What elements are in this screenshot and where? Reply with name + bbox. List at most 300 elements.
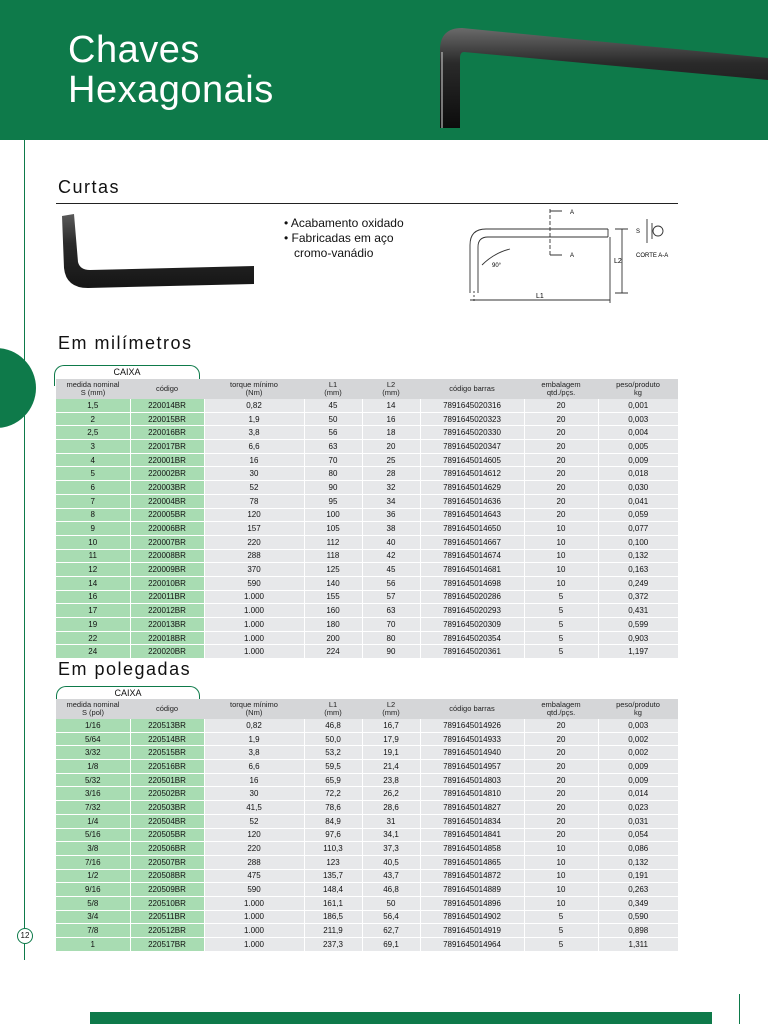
caixa-label-pol: CAIXA xyxy=(56,686,200,707)
table-cell: 5 xyxy=(524,590,598,604)
table-cell: 7891645014827 xyxy=(420,801,524,815)
table-cell: 52 xyxy=(204,481,304,495)
table-cell: 5/8 xyxy=(56,896,130,910)
table-row xyxy=(56,773,678,787)
hex-key-header-image xyxy=(420,10,768,135)
table-cell: 220514BR xyxy=(130,732,204,746)
table-cell: 14 xyxy=(56,576,130,590)
table-cell: 0,163 xyxy=(598,563,678,577)
table-cell: 220016BR xyxy=(130,426,204,440)
table-cell: 211,9 xyxy=(304,924,362,938)
table-cell: 28 xyxy=(362,467,420,481)
section-heading-mm: Em milímetros xyxy=(58,333,193,353)
table-cell: 220003BR xyxy=(130,481,204,495)
table-cell: 20 xyxy=(524,412,598,426)
table-cell: 1,311 xyxy=(598,938,678,951)
column-header: código xyxy=(130,699,204,719)
column-header: medida nominal S (mm) xyxy=(56,379,130,399)
table-cell: 10 xyxy=(524,522,598,536)
table-header-row xyxy=(56,379,678,399)
table-cell: 63 xyxy=(304,440,362,454)
table-row xyxy=(56,801,678,815)
table-row xyxy=(56,412,678,426)
table-cell: 7891645014889 xyxy=(420,883,524,897)
table-row xyxy=(56,883,678,897)
table-cell: 0,349 xyxy=(598,896,678,910)
table-cell: 370 xyxy=(204,563,304,577)
table-cell: 7891645020293 xyxy=(420,604,524,618)
table-cell: 118 xyxy=(304,549,362,563)
table-cell: 90 xyxy=(304,481,362,495)
table-cell: 220507BR xyxy=(130,855,204,869)
table-cell: 1,9 xyxy=(204,412,304,426)
table-row xyxy=(56,631,678,645)
table-cell: 20 xyxy=(524,719,598,732)
table-cell: 220001BR xyxy=(130,453,204,467)
table-cell: 7891645020323 xyxy=(420,412,524,426)
table-cell: 1.000 xyxy=(204,631,304,645)
table-row xyxy=(56,896,678,910)
table-cell: 220509BR xyxy=(130,883,204,897)
table-cell: 220014BR xyxy=(130,399,204,412)
table-cell: 0,054 xyxy=(598,828,678,842)
table-cell: 9 xyxy=(56,522,130,536)
table-row xyxy=(56,590,678,604)
table-cell: 220002BR xyxy=(130,467,204,481)
table-cell: 0,023 xyxy=(598,801,678,815)
table-cell: 160 xyxy=(304,604,362,618)
table-cell: 1/8 xyxy=(56,760,130,774)
table-cell: 78 xyxy=(204,494,304,508)
table-row xyxy=(56,910,678,924)
table-row xyxy=(56,563,678,577)
column-header: L2 (mm) xyxy=(362,379,420,399)
table-cell: 1,5 xyxy=(56,399,130,412)
table-cell: 123 xyxy=(304,855,362,869)
table-cell: 0,263 xyxy=(598,883,678,897)
table-cell: 20 xyxy=(524,760,598,774)
table-cell: 70 xyxy=(304,453,362,467)
table-cell: 220004BR xyxy=(130,494,204,508)
table-cell: 0,059 xyxy=(598,508,678,522)
table-cell: 78,6 xyxy=(304,801,362,815)
table-cell: 0,030 xyxy=(598,481,678,495)
table-cell: 41,5 xyxy=(204,801,304,815)
table-cell: 30 xyxy=(204,467,304,481)
table-cell: 288 xyxy=(204,549,304,563)
table-cell: 220516BR xyxy=(130,760,204,774)
table-cell: 105 xyxy=(304,522,362,536)
table-cell: 0,003 xyxy=(598,719,678,732)
table-row xyxy=(56,938,678,951)
table-cell: 20 xyxy=(524,453,598,467)
table-cell: 69,1 xyxy=(362,938,420,951)
table-cell: 220013BR xyxy=(130,618,204,632)
table-cell: 1/4 xyxy=(56,814,130,828)
side-tab-decoration xyxy=(0,348,36,428)
table-cell: 20 xyxy=(524,426,598,440)
feature-item: • Fabricadas em aço xyxy=(284,231,394,245)
column-header: L1 (mm) xyxy=(304,379,362,399)
table-cell: 46,8 xyxy=(304,719,362,732)
table-cell: 21,4 xyxy=(362,760,420,774)
table-cell: 56,4 xyxy=(362,910,420,924)
table-cell: 95 xyxy=(304,494,362,508)
table-cell: 0,191 xyxy=(598,869,678,883)
table-cell: 7/8 xyxy=(56,924,130,938)
table-cell: 10 xyxy=(524,869,598,883)
table-cell: 0,009 xyxy=(598,453,678,467)
table-cell: 0,009 xyxy=(598,760,678,774)
table-cell: 7891645014698 xyxy=(420,576,524,590)
table-cell: 7891645014674 xyxy=(420,549,524,563)
table-cell: 7891645014834 xyxy=(420,814,524,828)
table-cell: 7891645014940 xyxy=(420,746,524,760)
table-cell: 31 xyxy=(362,814,420,828)
footer-bar xyxy=(90,1012,712,1024)
table-cell: 80 xyxy=(362,631,420,645)
table-cell: 1 xyxy=(56,938,130,951)
table-cell: 20 xyxy=(524,814,598,828)
table-cell: 220510BR xyxy=(130,896,204,910)
title-line-2: Hexagonais xyxy=(68,69,274,111)
table-cell: 57 xyxy=(362,590,420,604)
table-cell: 5 xyxy=(524,645,598,658)
page-title xyxy=(68,30,274,110)
table-row xyxy=(56,481,678,495)
table-cell: 0,599 xyxy=(598,618,678,632)
table-cell: 28,6 xyxy=(362,801,420,815)
table-cell: 20 xyxy=(524,481,598,495)
table-row xyxy=(56,576,678,590)
feature-item: cromo-vanádio xyxy=(294,246,374,260)
table-cell: 3,8 xyxy=(204,426,304,440)
table-cell: 220515BR xyxy=(130,746,204,760)
table-cell: 288 xyxy=(204,855,304,869)
table-cell: 7891645014810 xyxy=(420,787,524,801)
table-cell: 7891645020361 xyxy=(420,645,524,658)
table-cell: 7891645014919 xyxy=(420,924,524,938)
table-cell: 0,002 xyxy=(598,732,678,746)
table-cell: 0,031 xyxy=(598,814,678,828)
table-cell: 0,018 xyxy=(598,467,678,481)
table-cell: 37,3 xyxy=(362,842,420,856)
table-cell: 90 xyxy=(362,645,420,658)
drawing-label-angle: 90° xyxy=(492,263,502,269)
page-number: 12 xyxy=(17,928,33,944)
table-cell: 220512BR xyxy=(130,924,204,938)
table-cell: 7891645014957 xyxy=(420,760,524,774)
table-cell: 7891645014896 xyxy=(420,896,524,910)
table-cell: 0,041 xyxy=(598,494,678,508)
table-cell: 7891645020354 xyxy=(420,631,524,645)
table-cell: 220006BR xyxy=(130,522,204,536)
table-cell: 7891645020330 xyxy=(420,426,524,440)
table-cell: 14 xyxy=(362,399,420,412)
table-cell: 220506BR xyxy=(130,842,204,856)
table-cell: 0,590 xyxy=(598,910,678,924)
table-row xyxy=(56,814,678,828)
feature-list xyxy=(284,216,404,261)
table-cell: 0,132 xyxy=(598,855,678,869)
table-cell: 1.000 xyxy=(204,645,304,658)
table-cell: 220501BR xyxy=(130,773,204,787)
footer-tick xyxy=(739,994,740,1024)
table-row xyxy=(56,760,678,774)
column-header: código barras xyxy=(420,379,524,399)
table-cell: 7891645014926 xyxy=(420,719,524,732)
table-cell: 1/2 xyxy=(56,869,130,883)
table-cell: 220020BR xyxy=(130,645,204,658)
table-cell: 7891645014865 xyxy=(420,855,524,869)
table-cell: 1.000 xyxy=(204,910,304,924)
table-cell: 120 xyxy=(204,508,304,522)
table-cell: 1.000 xyxy=(204,590,304,604)
table-row xyxy=(56,467,678,481)
table-cell: 10 xyxy=(524,855,598,869)
table-cell: 180 xyxy=(304,618,362,632)
table-cell: 20 xyxy=(524,508,598,522)
table-row xyxy=(56,855,678,869)
table-cell: 72,2 xyxy=(304,787,362,801)
feature-item: • Acabamento oxidado xyxy=(284,216,404,230)
column-header: L1 (mm) xyxy=(304,699,362,719)
table-cell: 10 xyxy=(524,896,598,910)
table-row xyxy=(56,618,678,632)
table-cell: 7891645014643 xyxy=(420,508,524,522)
table-cell: 135,7 xyxy=(304,869,362,883)
column-header: torque mínimo (Nm) xyxy=(204,379,304,399)
caixa-label-mm: CAIXA xyxy=(54,365,200,386)
table-cell: 140 xyxy=(304,576,362,590)
table-cell: 32 xyxy=(362,481,420,495)
table-cell: 20 xyxy=(524,440,598,454)
table-cell: 220503BR xyxy=(130,801,204,815)
table-cell: 5 xyxy=(524,938,598,951)
table-cell: 237,3 xyxy=(304,938,362,951)
table-cell: 1.000 xyxy=(204,896,304,910)
table-cell: 0,014 xyxy=(598,787,678,801)
table-cell: 40,5 xyxy=(362,855,420,869)
table-row xyxy=(56,522,678,536)
table-cell: 7891645020347 xyxy=(420,440,524,454)
table-cell: 7891645014902 xyxy=(420,910,524,924)
table-row xyxy=(56,787,678,801)
column-header: código xyxy=(130,379,204,399)
table-cell: 20 xyxy=(524,732,598,746)
table-cell: 590 xyxy=(204,883,304,897)
table-cell: 7891645014858 xyxy=(420,842,524,856)
table-row xyxy=(56,453,678,467)
table-cell: 5 xyxy=(524,604,598,618)
table-cell: 220009BR xyxy=(130,563,204,577)
table-cell: 7891645014650 xyxy=(420,522,524,536)
table-cell: 10 xyxy=(524,563,598,577)
table-cell: 34 xyxy=(362,494,420,508)
table-cell: 10 xyxy=(56,535,130,549)
table-cell: 0,002 xyxy=(598,746,678,760)
table-cell: 1.000 xyxy=(204,924,304,938)
title-line-1: Chaves xyxy=(68,29,200,71)
column-header: código barras xyxy=(420,699,524,719)
table-cell: 17 xyxy=(56,604,130,618)
table-cell: 20 xyxy=(524,801,598,815)
table-cell: 2,5 xyxy=(56,426,130,440)
table-cell: 25 xyxy=(362,453,420,467)
table-cell: 16 xyxy=(362,412,420,426)
table-cell: 8 xyxy=(56,508,130,522)
table-cell: 220017BR xyxy=(130,440,204,454)
table-cell: 18 xyxy=(362,426,420,440)
drawing-label-corte: CORTE A-A xyxy=(636,253,669,259)
table-cell: 220 xyxy=(204,842,304,856)
table-cell: 110,3 xyxy=(304,842,362,856)
table-cell: 220504BR xyxy=(130,814,204,828)
table-cell: 0,009 xyxy=(598,773,678,787)
table-cell: 7891645014629 xyxy=(420,481,524,495)
table-cell: 0,82 xyxy=(204,719,304,732)
table-cell: 220502BR xyxy=(130,787,204,801)
table-cell: 0,249 xyxy=(598,576,678,590)
table-cell: 7891645014605 xyxy=(420,453,524,467)
table-cell: 7891645020309 xyxy=(420,618,524,632)
table-row xyxy=(56,645,678,658)
table-cell: 1/16 xyxy=(56,719,130,732)
table-cell: 20 xyxy=(524,467,598,481)
table-cell: 6 xyxy=(56,481,130,495)
table-cell: 220011BR xyxy=(130,590,204,604)
table-cell: 7891645014681 xyxy=(420,563,524,577)
table-cell: 6,6 xyxy=(204,760,304,774)
table-cell: 56 xyxy=(362,576,420,590)
drawing-label-s: S xyxy=(636,229,641,235)
table-cell: 10 xyxy=(524,883,598,897)
table-cell: 38 xyxy=(362,522,420,536)
column-header: peso/produto kg xyxy=(598,699,678,719)
section-divider xyxy=(56,203,678,204)
table-cell: 1,197 xyxy=(598,645,678,658)
table-cell: 19 xyxy=(56,618,130,632)
table-cell: 23,8 xyxy=(362,773,420,787)
table-cell: 0,004 xyxy=(598,426,678,440)
table-cell: 26,2 xyxy=(362,787,420,801)
table-cell: 0,001 xyxy=(598,399,678,412)
table-cell: 43,7 xyxy=(362,869,420,883)
table-cell: 0,005 xyxy=(598,440,678,454)
table-cell: 65,9 xyxy=(304,773,362,787)
table-cell: 220517BR xyxy=(130,938,204,951)
table-cell: 46,8 xyxy=(362,883,420,897)
table-cell: 7891645014636 xyxy=(420,494,524,508)
table-cell: 7891645020286 xyxy=(420,590,524,604)
table-cell: 157 xyxy=(204,522,304,536)
table-cell: 5 xyxy=(524,631,598,645)
table-cell: 12 xyxy=(56,563,130,577)
table-cell: 20 xyxy=(524,828,598,842)
section-heading-pol: Em polegadas xyxy=(58,659,192,679)
table-cell: 186,5 xyxy=(304,910,362,924)
table-cell: 9/16 xyxy=(56,883,130,897)
column-header: embalagem qtd./pçs. xyxy=(524,379,598,399)
table-cell: 5/64 xyxy=(56,732,130,746)
table-cell: 52 xyxy=(204,814,304,828)
table-cell: 220505BR xyxy=(130,828,204,842)
table-cell: 7/16 xyxy=(56,855,130,869)
table-row xyxy=(56,399,678,412)
column-header: peso/produto kg xyxy=(598,379,678,399)
table-cell: 220015BR xyxy=(130,412,204,426)
table-cell: 2 xyxy=(56,412,130,426)
header-band xyxy=(0,0,768,140)
table-cell: 220511BR xyxy=(130,910,204,924)
table-cell: 7 xyxy=(56,494,130,508)
table-cell: 220008BR xyxy=(130,549,204,563)
column-header: L2 (mm) xyxy=(362,699,420,719)
table-header-row xyxy=(56,699,678,719)
table-cell: 7891645014841 xyxy=(420,828,524,842)
table-cell: 220010BR xyxy=(130,576,204,590)
table-row xyxy=(56,508,678,522)
table-cell: 16 xyxy=(56,590,130,604)
table-row xyxy=(56,828,678,842)
table-cell: 62,7 xyxy=(362,924,420,938)
table-cell: 84,9 xyxy=(304,814,362,828)
table-cell: 0,903 xyxy=(598,631,678,645)
table-cell: 5 xyxy=(524,910,598,924)
table-cell: 59,5 xyxy=(304,760,362,774)
table-cell: 16 xyxy=(204,773,304,787)
table-cell: 10 xyxy=(524,549,598,563)
table-cell: 220005BR xyxy=(130,508,204,522)
table-cell: 161,1 xyxy=(304,896,362,910)
table-cell: 24 xyxy=(56,645,130,658)
table-cell: 11 xyxy=(56,549,130,563)
table-cell: 56 xyxy=(304,426,362,440)
table-cell: 0,431 xyxy=(598,604,678,618)
table-cell: 20 xyxy=(362,440,420,454)
table-cell: 0,132 xyxy=(598,549,678,563)
table-cell: 17,9 xyxy=(362,732,420,746)
table-cell: 112 xyxy=(304,535,362,549)
table-cell: 20 xyxy=(524,399,598,412)
table-cell: 0,82 xyxy=(204,399,304,412)
table-cell: 220018BR xyxy=(130,631,204,645)
table-cell: 1.000 xyxy=(204,938,304,951)
table-cell: 97,6 xyxy=(304,828,362,842)
table-cell: 6,6 xyxy=(204,440,304,454)
table-row xyxy=(56,732,678,746)
table-cell: 5 xyxy=(524,618,598,632)
table-cell: 475 xyxy=(204,869,304,883)
table-cell: 34,1 xyxy=(362,828,420,842)
table-milimetros xyxy=(56,379,678,658)
column-header: medida nominal S (pol) xyxy=(56,699,130,719)
table-cell: 4 xyxy=(56,453,130,467)
section-heading-curtas: Curtas xyxy=(58,177,121,197)
table-cell: 63 xyxy=(362,604,420,618)
table-row xyxy=(56,535,678,549)
left-margin-rule xyxy=(24,140,25,960)
hex-key-photo xyxy=(58,210,258,295)
table-cell: 220007BR xyxy=(130,535,204,549)
table-cell: 10 xyxy=(524,576,598,590)
table-cell: 5/16 xyxy=(56,828,130,842)
table-cell: 0,003 xyxy=(598,412,678,426)
table-cell: 0,086 xyxy=(598,842,678,856)
table-row xyxy=(56,604,678,618)
table-cell: 220 xyxy=(204,535,304,549)
table-cell: 7/32 xyxy=(56,801,130,815)
